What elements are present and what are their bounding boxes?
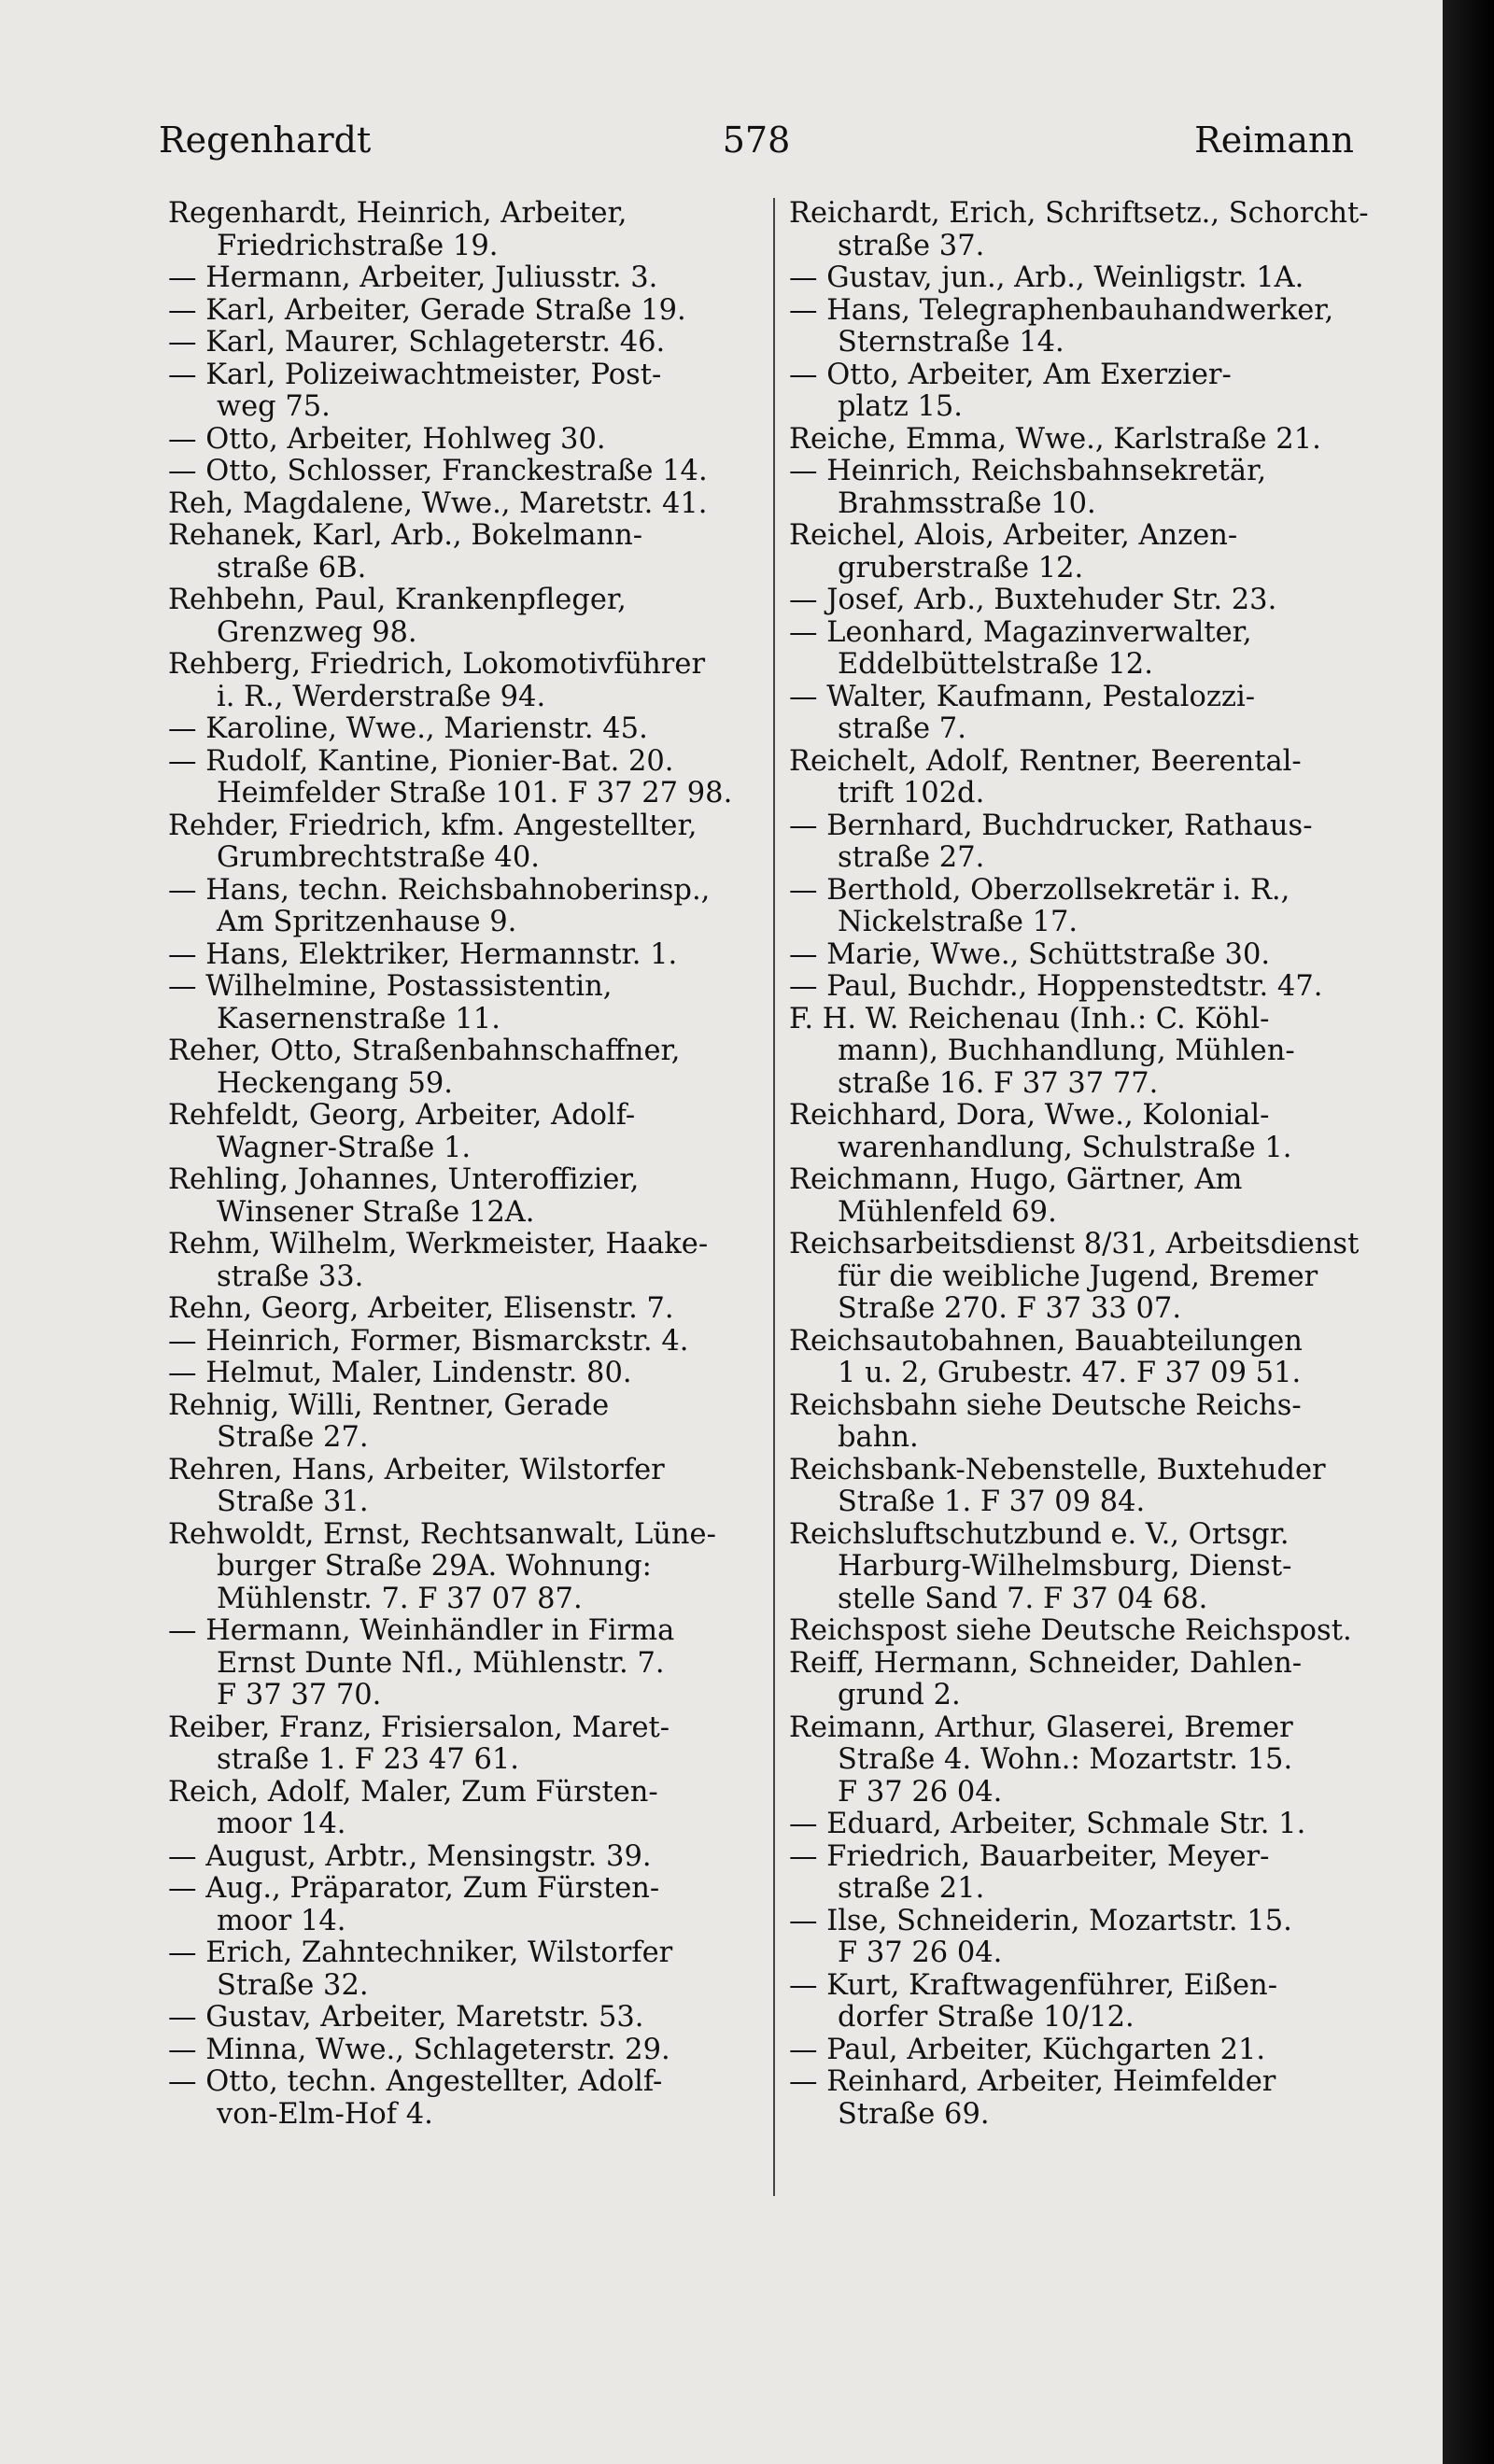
directory-entry: — Otto, Arbeiter, Hohlweg 30. — [168, 423, 606, 456]
directory-entry: Rehling, Johannes, Unteroffizier, — [168, 1164, 640, 1196]
directory-entry: Reichspost siehe Deutsche Reichspost. — [789, 1615, 1352, 1647]
entry-continuation: straße 21. — [838, 1873, 985, 1905]
entry-continuation: Straße 31. — [217, 1486, 369, 1518]
directory-entry: — Karl, Polizeiwachtmeister, Post- — [168, 359, 662, 391]
entry-continuation: straße 27. — [838, 842, 985, 874]
directory-entry: — Otto, techn. Angestellter, Adolf- — [168, 2066, 663, 2098]
entry-continuation: bahn. — [838, 1422, 919, 1454]
entry-continuation: gruberstraße 12. — [838, 552, 1084, 584]
directory-entry: — Hermann, Arbeiter, Juliusstr. 3. — [168, 262, 658, 294]
directory-entry: Rehberg, Friedrich, Lokomotivführer — [168, 649, 706, 681]
directory-entry: Rehm, Wilhelm, Werkmeister, Haake- — [168, 1229, 709, 1260]
entry-continuation: Straße 4. Wohn.: Mozartstr. 15. — [838, 1744, 1293, 1776]
directory-entry: — Paul, Arbeiter, Küchgarten 21. — [789, 2034, 1266, 2066]
entry-continuation: F 37 37 70. — [217, 1680, 382, 1711]
directory-entry: Reichsarbeitsdienst 8/31, Arbeitsdienst — [789, 1229, 1360, 1260]
entry-continuation: Straße 270. F 37 33 07. — [838, 1293, 1182, 1325]
directory-entry: — Reinhard, Arbeiter, Heimfelder — [789, 2066, 1276, 2098]
directory-entry: — August, Arbtr., Mensingstr. 39. — [168, 1840, 652, 1873]
entry-continuation: F 37 26 04. — [838, 1776, 1003, 1809]
directory-entry: Reichsluftschutzbund e. V., Ortsgr. — [789, 1518, 1290, 1551]
entry-continuation: Wagner-Straße 1. — [217, 1132, 472, 1164]
entry-continuation: Ernst Dunte Nfl., Mühlenstr. 7. — [217, 1647, 665, 1680]
entry-continuation: straße 1. F 23 47 61. — [217, 1744, 519, 1776]
scan-edge — [1443, 0, 1494, 2464]
entry-continuation: moor 14. — [217, 1905, 346, 1937]
directory-entry: Regenhardt, Heinrich, Arbeiter, — [168, 198, 627, 230]
entry-continuation: grund 2. — [838, 1680, 961, 1711]
directory-entry: — Karl, Maurer, Schlageterstr. 46. — [168, 327, 666, 359]
directory-entry: Reh, Magdalene, Wwe., Maretstr. 41. — [168, 487, 708, 520]
entry-continuation: Heimfelder Straße 101. F 37 27 98. — [217, 778, 733, 810]
entry-continuation: straße 33. — [217, 1260, 364, 1293]
directory-entry: Reich, Adolf, Maler, Zum Fürsten- — [168, 1776, 658, 1809]
directory-entry: — Paul, Buchdr., Hoppenstedtstr. 47. — [789, 971, 1323, 1003]
entry-continuation: Eddelbüttelstraße 12. — [838, 649, 1153, 681]
entry-continuation: von-Elm-Hof 4. — [217, 2098, 433, 2131]
directory-entry: — Heinrich, Reichsbahnsekretär, — [789, 456, 1267, 487]
entry-continuation: weg 75. — [217, 391, 331, 423]
entry-continuation: Kasernenstraße 11. — [217, 1003, 500, 1035]
entry-continuation: Mühlenstr. 7. F 37 07 87. — [217, 1583, 583, 1615]
entry-continuation: i. R., Werderstraße 94. — [217, 681, 546, 713]
entry-continuation: platz 15. — [838, 391, 963, 423]
entry-continuation: straße 6B. — [217, 552, 367, 584]
directory-entry: Rehnig, Willi, Rentner, Gerade — [168, 1389, 610, 1422]
directory-entry: Rehanek, Karl, Arb., Bokelmann- — [168, 520, 643, 552]
directory-entry: Reiber, Franz, Frisiersalon, Maret- — [168, 1711, 670, 1744]
directory-entry: — Walter, Kaufmann, Pestalozzi- — [789, 681, 1256, 713]
directory-entry: — Rudolf, Kantine, Pionier-Bat. 20. — [168, 745, 674, 778]
entry-continuation: Straße 69. — [838, 2098, 990, 2131]
directory-entry: Reiff, Hermann, Schneider, Dahlen- — [789, 1647, 1303, 1680]
directory-entry: — Bernhard, Buchdrucker, Rathaus- — [789, 810, 1313, 842]
directory-entry: — Karl, Arbeiter, Gerade Straße 19. — [168, 294, 686, 327]
entry-continuation: Mühlenfeld 69. — [838, 1196, 1057, 1229]
entry-continuation: Straße 32. — [217, 1969, 369, 2002]
directory-entry: — Ilse, Schneiderin, Mozartstr. 15. — [789, 1905, 1292, 1937]
running-head-right: Reimann — [1194, 120, 1354, 161]
directory-entry: Reichardt, Erich, Schriftsetz., Schorcht- — [789, 198, 1369, 230]
directory-entry: Rehren, Hans, Arbeiter, Wilstorfer — [168, 1454, 665, 1486]
directory-entry: Reichsbahn siehe Deutsche Reichs- — [789, 1389, 1302, 1422]
right-column — [789, 198, 1401, 2131]
entry-continuation: burger Straße 29A. Wohnung: — [217, 1551, 652, 1583]
entry-continuation: stelle Sand 7. F 37 04 68. — [838, 1583, 1208, 1615]
entry-continuation: straße 16. F 37 37 77. — [838, 1067, 1159, 1100]
entry-continuation: Sternstraße 14. — [838, 327, 1064, 359]
directory-entry: — Hans, Telegraphenbauhandwerker, — [789, 294, 1334, 327]
directory-entry: — Karoline, Wwe., Marienstr. 45. — [168, 713, 648, 745]
entry-continuation: Friedrichstraße 19. — [217, 230, 499, 262]
entry-continuation: Heckengang 59. — [217, 1067, 453, 1100]
entry-continuation: Grumbrechtstraße 40. — [217, 842, 540, 874]
directory-entry: Reichel, Alois, Arbeiter, Anzen- — [789, 520, 1238, 552]
entry-continuation: dorfer Straße 10/12. — [838, 2002, 1135, 2034]
directory-entry: — Otto, Arbeiter, Am Exerzier- — [789, 359, 1232, 391]
directory-entry: — Gustav, Arbeiter, Maretstr. 53. — [168, 2002, 644, 2034]
directory-entry: — Minna, Wwe., Schlageterstr. 29. — [168, 2034, 670, 2066]
directory-entry: Reiche, Emma, Wwe., Karlstraße 21. — [789, 423, 1321, 456]
entry-continuation: für die weibliche Jugend, Bremer — [838, 1260, 1318, 1293]
entry-continuation: moor 14. — [217, 1809, 346, 1840]
directory-entry: — Friedrich, Bauarbeiter, Meyer- — [789, 1840, 1270, 1873]
column-divider — [773, 198, 775, 2196]
entry-continuation: mann), Buchhandlung, Mühlen- — [838, 1035, 1295, 1067]
directory-entry: — Helmut, Maler, Lindenstr. 80. — [168, 1358, 632, 1389]
directory-entry: Reichmann, Hugo, Gärtner, Am — [789, 1164, 1243, 1196]
entry-continuation: Straße 1. F 37 09 84. — [838, 1486, 1146, 1518]
directory-entry: Rehn, Georg, Arbeiter, Elisenstr. 7. — [168, 1293, 674, 1325]
directory-entry: — Kurt, Kraftwagenführer, Eißen- — [789, 1969, 1277, 2002]
directory-entry: — Berthold, Oberzollsekretär i. R., — [789, 874, 1290, 907]
entry-continuation: Straße 27. — [217, 1422, 369, 1454]
directory-entry: Reichsbank-Nebenstelle, Buxtehuder — [789, 1454, 1326, 1486]
directory-entry: Reimann, Arthur, Glaserei, Bremer — [789, 1711, 1293, 1744]
directory-entry: — Eduard, Arbeiter, Schmale Str. 1. — [789, 1809, 1306, 1840]
directory-entry: — Gustav, jun., Arb., Weinligstr. 1A. — [789, 262, 1304, 294]
directory-entry: Reichelt, Adolf, Rentner, Beerental- — [789, 745, 1302, 778]
directory-entry: — Aug., Präparator, Zum Fürsten- — [168, 1873, 660, 1905]
directory-entry: Reher, Otto, Straßenbahnschaffner, — [168, 1035, 681, 1067]
directory-entry: Reichhard, Dora, Wwe., Kolonial- — [789, 1100, 1270, 1132]
left-column — [168, 198, 766, 2131]
entry-continuation: Nickelstraße 17. — [838, 907, 1078, 938]
directory-entry: F. H. W. Reichenau (Inh.: C. Köhl- — [789, 1003, 1270, 1035]
directory-entry: — Erich, Zahntechniker, Wilstorfer — [168, 1937, 673, 1969]
entry-continuation: 1 u. 2, Grubestr. 47. F 37 09 51. — [838, 1358, 1302, 1389]
directory-entry: — Hans, Elektriker, Hermannstr. 1. — [168, 938, 678, 971]
entry-continuation: Am Spritzenhause 9. — [217, 907, 517, 938]
entry-continuation: Grenzweg 98. — [217, 616, 417, 649]
entry-continuation: Winsener Straße 12A. — [217, 1196, 535, 1229]
entry-continuation: straße 7. — [838, 713, 966, 745]
directory-entry: — Marie, Wwe., Schüttstraße 30. — [789, 938, 1271, 971]
directory-entry: Rehwoldt, Ernst, Rechtsanwalt, Lüne- — [168, 1518, 716, 1551]
directory-entry: — Hans, techn. Reichsbahnoberinsp., — [168, 874, 711, 907]
entry-continuation: warenhandlung, Schulstraße 1. — [838, 1132, 1292, 1164]
directory-entry: — Josef, Arb., Buxtehuder Str. 23. — [789, 584, 1277, 616]
directory-entry: — Heinrich, Former, Bismarckstr. 4. — [168, 1325, 689, 1358]
directory-entry: — Wilhelmine, Postassistentin, — [168, 971, 613, 1003]
running-head-left: Regenhardt — [159, 120, 372, 161]
entry-continuation: Harburg-Wilhelmsburg, Dienst- — [838, 1551, 1292, 1583]
directory-entry: — Hermann, Weinhändler in Firma — [168, 1615, 675, 1647]
entry-continuation: F 37 26 04. — [838, 1937, 1003, 1969]
directory-entry: — Leonhard, Magazinverwalter, — [789, 616, 1252, 649]
directory-entry: Rehfeldt, Georg, Arbeiter, Adolf- — [168, 1100, 636, 1132]
directory-entry: Rehbehn, Paul, Krankenpfleger, — [168, 584, 627, 616]
directory-entry: Reichsautobahnen, Bauabteilungen — [789, 1325, 1303, 1358]
page-header — [159, 112, 1354, 168]
directory-entry: Rehder, Friedrich, kfm. Angestellter, — [168, 810, 698, 842]
entry-continuation: Brahmsstraße 10. — [838, 487, 1096, 520]
entry-continuation: straße 37. — [838, 230, 985, 262]
entry-continuation: trift 102d. — [838, 778, 985, 810]
directory-entry: — Otto, Schlosser, Franckestraße 14. — [168, 456, 708, 487]
page-number: 578 — [722, 120, 791, 161]
